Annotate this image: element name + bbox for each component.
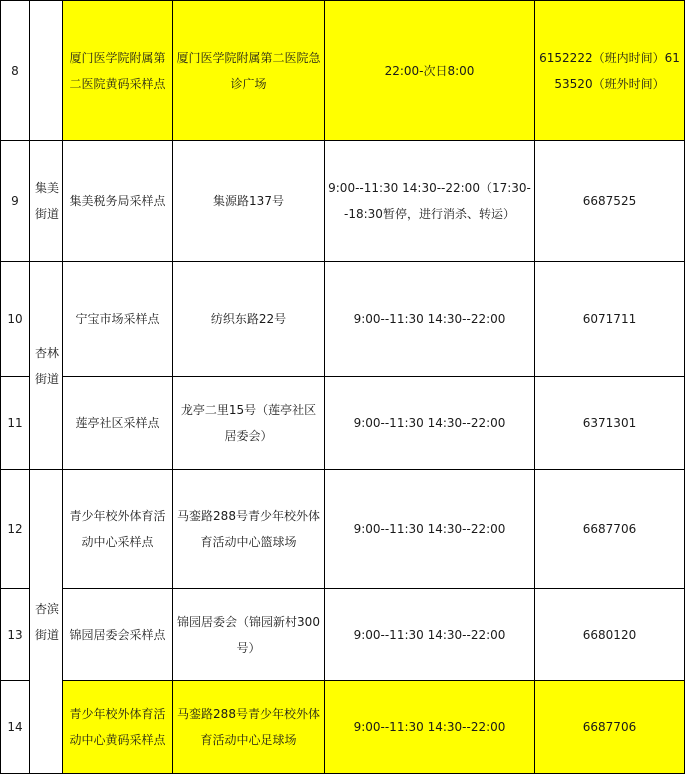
open-hours: 9:00--11:30 14:30--22:00 <box>325 262 535 377</box>
site-address: 厦门医学院附属第二医院急诊广场 <box>173 1 325 141</box>
site-name: 厦门医学院附属第二医院黄码采样点 <box>63 1 173 141</box>
site-name: 集美税务局采样点 <box>63 141 173 262</box>
street-name: 杏林街道 <box>30 262 63 470</box>
contact-phone: 6680120 <box>535 589 685 681</box>
contact-phone: 6687706 <box>535 681 685 774</box>
open-hours: 9:00--11:30 14:30--22:00 <box>325 470 535 589</box>
site-address: 集源路137号 <box>173 141 325 262</box>
site-name: 莲亭社区采样点 <box>63 377 173 470</box>
row-number: 14 <box>1 681 30 774</box>
row-number: 9 <box>1 141 30 262</box>
contact-phone: 6687525 <box>535 141 685 262</box>
table-row <box>1 589 685 681</box>
contact-phone: 6687706 <box>535 470 685 589</box>
site-name: 青少年校外体育活动中心采样点 <box>63 470 173 589</box>
site-address: 马銮路288号青少年校外体育活动中心足球场 <box>173 681 325 774</box>
contact-phone: 6152222（班内时间）6153520（班外时间） <box>535 1 685 141</box>
site-name: 锦园居委会采样点 <box>63 589 173 681</box>
contact-phone: 6371301 <box>535 377 685 470</box>
site-name: 青少年校外体育活动中心黄码采样点 <box>63 681 173 774</box>
open-hours: 9:00--11:30 14:30--22:00 <box>325 377 535 470</box>
open-hours: 9:00--11:30 14:30--22:00 <box>325 589 535 681</box>
street-name: 杏滨街道 <box>30 470 63 774</box>
contact-phone: 6071711 <box>535 262 685 377</box>
site-address: 马銮路288号青少年校外体育活动中心篮球场 <box>173 470 325 589</box>
site-address: 纺织东路22号 <box>173 262 325 377</box>
table-row <box>1 141 685 262</box>
street-cell-empty <box>30 1 63 141</box>
table-row <box>1 470 685 589</box>
row-number: 13 <box>1 589 30 681</box>
open-hours: 9:00--11:30 14:30--22:00 <box>325 681 535 774</box>
street-name: 集美街道 <box>30 141 63 262</box>
table-row <box>1 1 685 141</box>
row-number: 8 <box>1 1 30 141</box>
site-name: 宁宝市场采样点 <box>63 262 173 377</box>
open-hours: 9:00--11:30 14:30--22:00（17:30--18:30暂停，进行消杀、转运） <box>325 141 535 262</box>
open-hours: 22:00-次日8:00 <box>325 1 535 141</box>
site-address: 龙亭二里15号（莲亭社区居委会） <box>173 377 325 470</box>
table-row <box>1 681 685 774</box>
row-number: 10 <box>1 262 30 377</box>
row-number: 11 <box>1 377 30 470</box>
row-number: 12 <box>1 470 30 589</box>
site-address: 锦园居委会（锦园新村300号） <box>173 589 325 681</box>
table-row <box>1 262 685 377</box>
table-row <box>1 377 685 470</box>
